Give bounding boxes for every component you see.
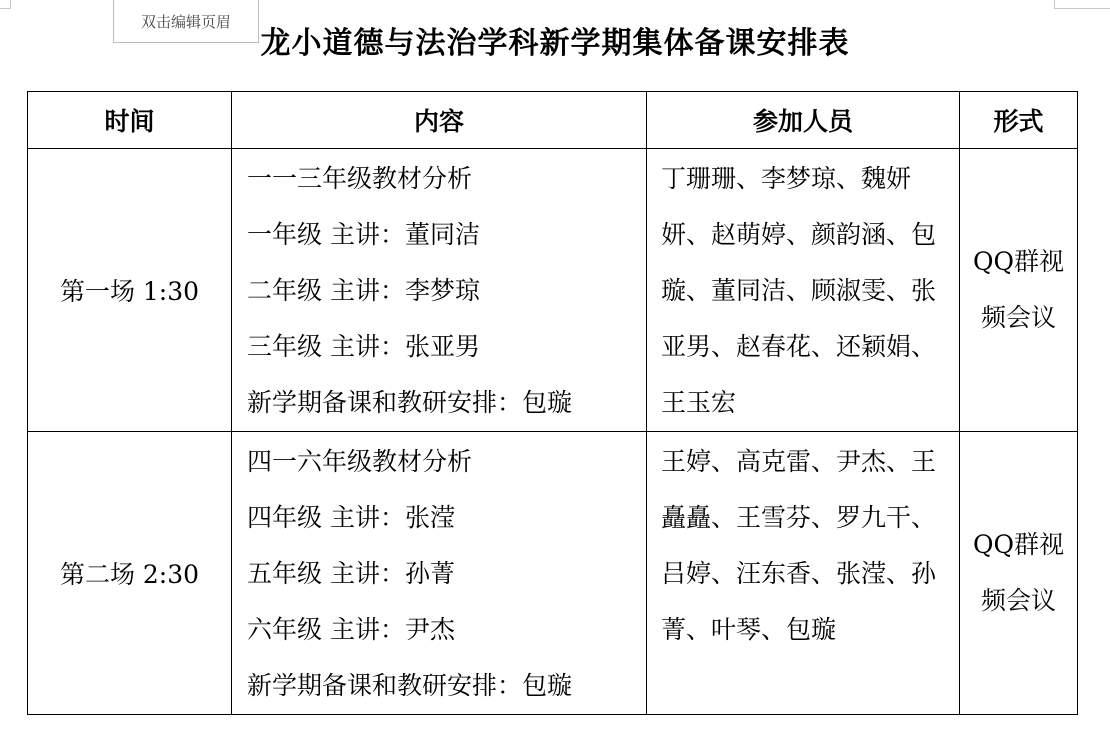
format-cell: QQ群视频会议 — [960, 149, 1078, 432]
time-cell: 第一场 1:30 — [28, 149, 232, 432]
content-line: 四一六年级教材分析 — [247, 447, 473, 476]
table-header-row — [28, 92, 1078, 149]
column-header-time: 时间 — [28, 92, 232, 149]
column-header-content: 内容 — [232, 92, 647, 149]
content-line: 二年级 主讲：李梦琼 — [247, 276, 480, 305]
content-line: 新学期备课和教研安排：包璇 — [247, 388, 573, 417]
content-line: 一一三年级教材分析 — [247, 164, 473, 193]
content-line: 三年级 主讲：张亚男 — [247, 332, 480, 361]
content-line: 新学期备课和教研安排：包璇 — [247, 671, 573, 700]
content-cell — [232, 432, 647, 715]
document-title: 龙小道德与法治学科新学期集体备课安排表 — [260, 26, 850, 61]
content-line: 六年级 主讲：尹杰 — [247, 615, 455, 644]
time-cell: 第二场 2:30 — [28, 432, 232, 715]
participants-cell: 丁珊珊、李梦琼、魏妍妍、赵萌婷、颜韵涵、包璇、董同洁、顾淑雯、张亚男、赵春花、还颖娟、王玉宏 — [647, 149, 960, 432]
format-cell: QQ群视频会议 — [960, 432, 1078, 715]
column-header-format: 形式 — [960, 92, 1078, 149]
content-line: 五年级 主讲：孙菁 — [247, 559, 455, 588]
participants-cell: 王婷、高克雷、尹杰、王矗矗、王雪芬、罗九干、吕婷、汪东香、张滢、孙菁、叶琴、包璇 — [647, 432, 960, 715]
schedule-table — [27, 91, 1078, 715]
column-header-participants: 参加人员 — [647, 92, 960, 149]
page-corner-mark — [1054, 0, 1110, 9]
page-corner-mark — [0, 0, 11, 9]
edit-header-button[interactable]: 双击编辑页眉 — [113, 0, 259, 43]
table-row — [28, 432, 1078, 715]
content-line: 四年级 主讲：张滢 — [247, 503, 455, 532]
table-row — [28, 149, 1078, 432]
content-cell — [232, 149, 647, 432]
content-line: 一年级 主讲：董同洁 — [247, 220, 480, 249]
